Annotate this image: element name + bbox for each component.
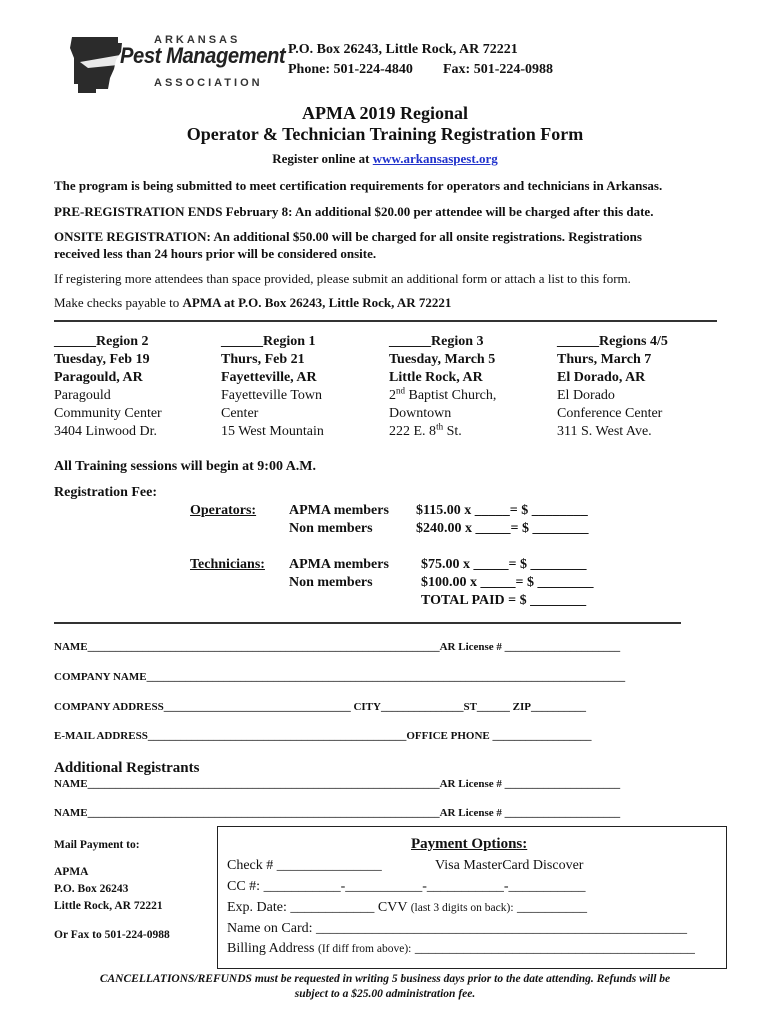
additional-name-field[interactable]: NAME________________________________________________________________AR License # _____________________ — [54, 807, 621, 819]
venue-number: 2 — [389, 388, 396, 403]
operators-nonmember-fee-line[interactable]: $240.00 x _____= $ ________ — [416, 521, 589, 536]
logo-line-arkansas: ARKANSAS — [154, 34, 241, 46]
cvv-field[interactable]: __________ — [513, 900, 588, 915]
technicians-label: Technicians: — [190, 557, 265, 572]
operators-member-fee-line[interactable]: $115.00 x _____= $ ________ — [416, 503, 588, 518]
region-column — [389, 333, 549, 441]
card-types[interactable]: Visa MasterCard Discover — [435, 858, 584, 873]
region-address: 3404 Linwood Dr. — [54, 424, 158, 439]
region-date: Tuesday, Feb 19 — [54, 352, 150, 367]
cvv-note: (last 3 digits on back): — [410, 902, 514, 914]
company-name-field[interactable]: COMPANY NAME_______________________________________________________________________________________ — [54, 671, 626, 683]
technicians-members-label: APMA members — [289, 557, 389, 572]
region-label[interactable]: ______Region 1 — [221, 334, 316, 349]
checks-payable-address: APMA at P.O. Box 26243, Little Rock, AR 72221 — [182, 295, 452, 310]
operators-members-label: APMA members — [289, 503, 389, 518]
region-venue-line1: Fayetteville Town — [221, 388, 323, 403]
website-link[interactable]: www.arkansaspest.org — [372, 151, 498, 166]
header-address: P.O. Box 26243, Little Rock, AR 72221 — [288, 42, 518, 57]
program-note: The program is being submitted to meet certification requirements for operators and technicians in Arkansas. — [54, 178, 663, 193]
mail-po-box: P.O. Box 26243 — [54, 883, 129, 895]
name-license-field[interactable]: NAME________________________________________________________________AR License # _____________________ — [54, 641, 621, 653]
venue-ordinal: nd — [396, 385, 405, 396]
checks-payable-note — [54, 294, 714, 312]
additional-registrants-heading: Additional Registrants — [54, 760, 200, 776]
address-suffix: St. — [443, 424, 462, 439]
region-date: Thurs, Feb 21 — [221, 352, 305, 367]
venue-name: Baptist Church, — [405, 388, 497, 403]
region-address — [389, 423, 549, 441]
region-address: 311 S. West Ave. — [557, 424, 652, 439]
mail-payment-label: Mail Payment to: — [54, 839, 140, 851]
check-number-field[interactable]: Check # _______________ — [227, 858, 382, 873]
address-street: 222 E. 8 — [389, 424, 437, 439]
cancellation-note-line2: subject to a $25.00 administration fee. — [294, 988, 476, 1000]
region-label[interactable]: ______Region 2 — [54, 334, 149, 349]
region-venue-line2: Center — [221, 406, 259, 421]
sessions-start-note: All Training sessions will begin at 9:00 A.M. — [54, 459, 317, 474]
header-phone: Phone: 501-224-4840 — [288, 62, 413, 77]
checks-payable-label: Make checks payable to — [54, 295, 183, 310]
register-online — [0, 151, 770, 167]
mail-name: APMA — [54, 866, 89, 878]
mail-city: Little Rock, AR 72221 — [54, 900, 163, 912]
region-date: Tuesday, March 5 — [389, 352, 496, 367]
payment-options-title: Payment Options: — [411, 836, 528, 852]
fax-note: Or Fax to 501-224-0988 — [54, 929, 170, 941]
header-fax: Fax: 501-224-0988 — [443, 62, 554, 77]
region-venue-line2: Downtown — [389, 406, 452, 421]
exp-cvv-row — [227, 897, 587, 919]
address-ordinal: th — [436, 421, 444, 432]
section-divider — [54, 320, 717, 322]
operators-nonmembers-label: Non members — [289, 521, 373, 536]
region-venue-line1 — [389, 387, 549, 405]
total-paid-line[interactable]: TOTAL PAID = $ ________ — [421, 593, 587, 608]
apma-logo — [66, 34, 286, 96]
form-title-line1: APMA 2019 Regional — [302, 103, 468, 123]
region-column — [557, 333, 717, 441]
region-address: 15 West Mountain — [221, 424, 324, 439]
region-city: Little Rock, AR — [389, 370, 483, 385]
region-column — [54, 333, 214, 441]
company-address-field[interactable]: COMPANY ADDRESS__________________________________ CITY_______________ST______ ZIP__________ — [54, 701, 586, 713]
logo-line-association: ASSOCIATION — [154, 77, 263, 89]
exp-date-field[interactable]: Exp. Date: ____________ — [227, 900, 375, 915]
region-column — [221, 333, 381, 441]
preregistration-note: PRE-REGISTRATION ENDS February 8: An additional $20.00 per attendee will be charged after this date. — [54, 204, 654, 219]
operators-label: Operators: — [190, 503, 257, 518]
region-date: Thurs, March 7 — [557, 352, 652, 367]
region-label[interactable]: ______Regions 4/5 — [557, 334, 668, 349]
onsite-note-line2: received less than 24 hours prior will be considered onsite. — [54, 246, 377, 261]
cancellation-note-line1: CANCELLATIONS/REFUNDS must be requested in writing 5 business days prior to the date attending. Refunds will be — [99, 973, 671, 985]
name-on-card-field[interactable]: Name on Card: _____________________________________________________ — [227, 921, 688, 936]
fee-divider — [54, 622, 681, 624]
region-venue-line2: Conference Center — [557, 406, 663, 421]
billing-address-label: Billing Address — [227, 941, 315, 956]
technicians-member-fee-line[interactable]: $75.00 x _____= $ ________ — [421, 557, 587, 572]
region-label[interactable]: ______Region 3 — [389, 334, 484, 349]
additional-name-field[interactable]: NAME________________________________________________________________AR License # _____________________ — [54, 778, 621, 790]
registration-fee-label: Registration Fee: — [54, 485, 158, 500]
cvv-label: CVV — [377, 900, 408, 915]
technicians-nonmembers-label: Non members — [289, 575, 373, 590]
billing-address-row — [227, 938, 695, 960]
email-phone-field[interactable]: E-MAIL ADDRESS_______________________________________________OFFICE PHONE __________________ — [54, 730, 592, 742]
more-attendees-note: If registering more attendees than space provided, please submit an additional form or attach a list to this form. — [54, 271, 631, 286]
onsite-note-line1: ONSITE REGISTRATION: An additional $50.00 will be charged for all onsite registrations. Registrations — [54, 229, 642, 244]
billing-address-note: (If diff from above): — [318, 943, 412, 955]
logo-line-pest-management: Pest Management — [120, 43, 286, 68]
region-venue-line1: El Dorado — [557, 388, 615, 403]
region-city: Fayetteville, AR — [221, 370, 317, 385]
cc-number-field[interactable]: CC #: ___________-___________-___________-___________ — [227, 879, 586, 894]
billing-address-field[interactable]: ________________________________________ — [411, 941, 695, 956]
form-title-line2: Operator & Technician Training Registration Form — [186, 124, 584, 144]
technicians-nonmember-fee-line[interactable]: $100.00 x _____= $ ________ — [421, 575, 594, 590]
register-online-label: Register online at — [272, 151, 373, 166]
region-venue-line2: Community Center — [54, 406, 162, 421]
region-venue-line1: Paragould — [54, 388, 111, 403]
region-city: Paragould, AR — [54, 370, 143, 385]
region-city: El Dorado, AR — [557, 370, 646, 385]
